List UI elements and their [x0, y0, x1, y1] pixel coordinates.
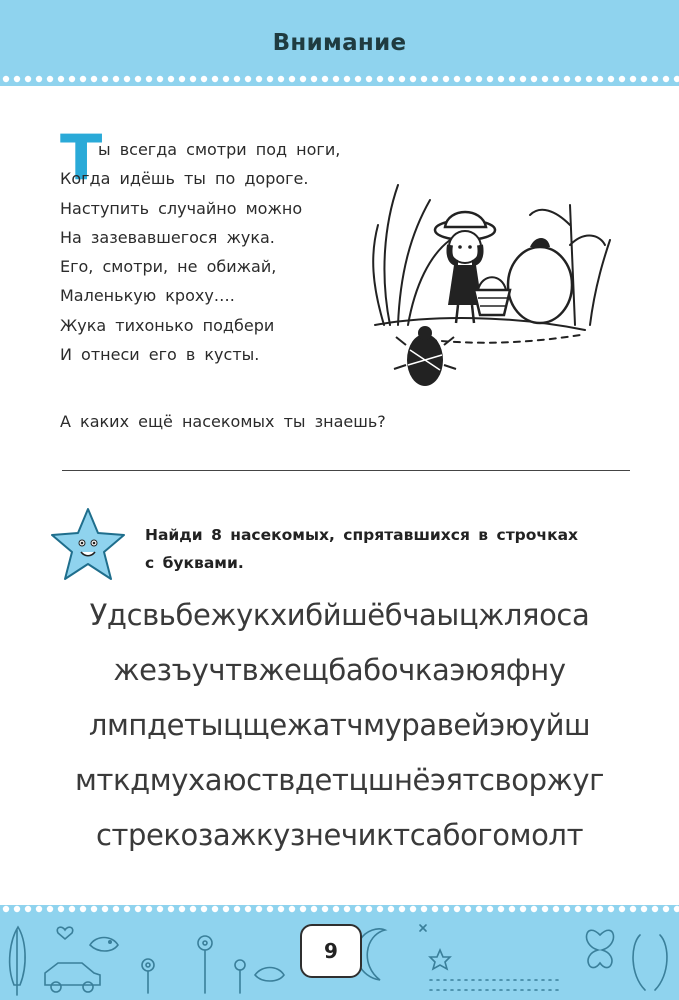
border-dot: [311, 76, 317, 82]
border-dot: [124, 76, 130, 82]
border-dot: [498, 76, 504, 82]
border-dot: [223, 76, 229, 82]
car-doodle: [45, 963, 100, 985]
border-dot: [377, 76, 383, 82]
border-dot: [322, 76, 328, 82]
border-dot: [641, 76, 647, 82]
border-dot: [663, 76, 669, 82]
border-dot: [25, 76, 31, 82]
poem-line: Когда идёшь ты по дороге.: [60, 169, 309, 189]
task-line-1: Найди 8 насекомых, спрятавшихся в строчках: [145, 526, 579, 544]
poem-line: На зазевавшегося жука.: [60, 227, 275, 247]
border-dot: [300, 76, 306, 82]
poem: [60, 135, 380, 369]
border-dot: [630, 76, 636, 82]
border-dot: [586, 76, 592, 82]
poem-line: Жука тихонько подбери: [60, 315, 275, 335]
border-dot: [674, 76, 679, 82]
letter-row: Удсвьбежукхибйшёбчаыцжляоса: [89, 598, 590, 632]
border-dot: [113, 76, 119, 82]
border-dot: [58, 76, 64, 82]
border-dot: [278, 76, 284, 82]
poem-line: И отнеси его в кусты.: [60, 345, 260, 365]
task-line-2: с буквами.: [145, 554, 244, 572]
border-dot: [179, 76, 185, 82]
border-dot: [267, 76, 273, 82]
border-dot: [564, 76, 570, 82]
border-dot: [652, 76, 658, 82]
border-dot: [575, 76, 581, 82]
letter-row: лмпдетыцщежатчмуравейэюуйш: [88, 708, 591, 742]
border-dot: [465, 76, 471, 82]
border-dot: [289, 76, 295, 82]
border-dot: [520, 76, 526, 82]
border-dot: [542, 76, 548, 82]
border-dot: [146, 76, 152, 82]
border-dot: [333, 76, 339, 82]
border-dot: [157, 76, 163, 82]
border-dot: [135, 76, 141, 82]
star-mascot-icon: [48, 505, 128, 585]
border-dot: [432, 76, 438, 82]
border-dot: [410, 76, 416, 82]
border-dot: [102, 76, 108, 82]
poem-line: Наступить случайно можно: [60, 198, 303, 218]
border-dot: [256, 76, 262, 82]
border-dot: [388, 76, 394, 82]
girl-with-beetle-illustration: [370, 165, 615, 395]
border-dot: [344, 76, 350, 82]
border-dot: [14, 76, 20, 82]
poem-line: ы всегда смотри под ноги,: [98, 140, 341, 159]
letter-row: мткдмухаюствдетцшнёэятсворжуг: [75, 763, 604, 797]
border-dot: [509, 76, 515, 82]
border-dot: [212, 76, 218, 82]
task-instruction: [145, 521, 645, 577]
page-number: 9: [324, 939, 338, 963]
border-dot: [69, 76, 75, 82]
border-dot: [366, 76, 372, 82]
poem-dropcap: Т: [60, 121, 103, 194]
poem-line: Маленькую кроху….: [60, 286, 235, 306]
border-dot: [487, 76, 493, 82]
border-dot: [201, 76, 207, 82]
border-dot: [168, 76, 174, 82]
border-dot: [3, 76, 9, 82]
border-dot: [355, 76, 361, 82]
border-dot: [443, 76, 449, 82]
border-dot: [476, 76, 482, 82]
border-dot: [597, 76, 603, 82]
question-text: А каких ещё насекомых ты знаешь?: [60, 412, 386, 431]
border-dot: [619, 76, 625, 82]
border-dot: [245, 76, 251, 82]
page-title: Внимание: [272, 30, 407, 56]
letter-row: жезъучтвжещбабочкаэюяфну: [113, 653, 566, 687]
border-dot: [80, 76, 86, 82]
border-dot: [608, 76, 614, 82]
border-dot: [553, 76, 559, 82]
border-dot: [531, 76, 537, 82]
answer-line[interactable]: [62, 470, 630, 471]
border-dot: [91, 76, 97, 82]
header-dotted-border: [0, 62, 679, 86]
border-dot: [47, 76, 53, 82]
letter-row: стрекозажкузнечиктсабогомолт: [95, 818, 584, 852]
border-dot: [190, 76, 196, 82]
poem-line: Его, смотри, не обижай,: [60, 257, 277, 277]
border-dot: [399, 76, 405, 82]
page-number-badge: [300, 924, 362, 978]
border-dot: [454, 76, 460, 82]
border-dot: [234, 76, 240, 82]
border-dot: [36, 76, 42, 82]
letter-grid: [0, 598, 679, 873]
border-dot: [421, 76, 427, 82]
